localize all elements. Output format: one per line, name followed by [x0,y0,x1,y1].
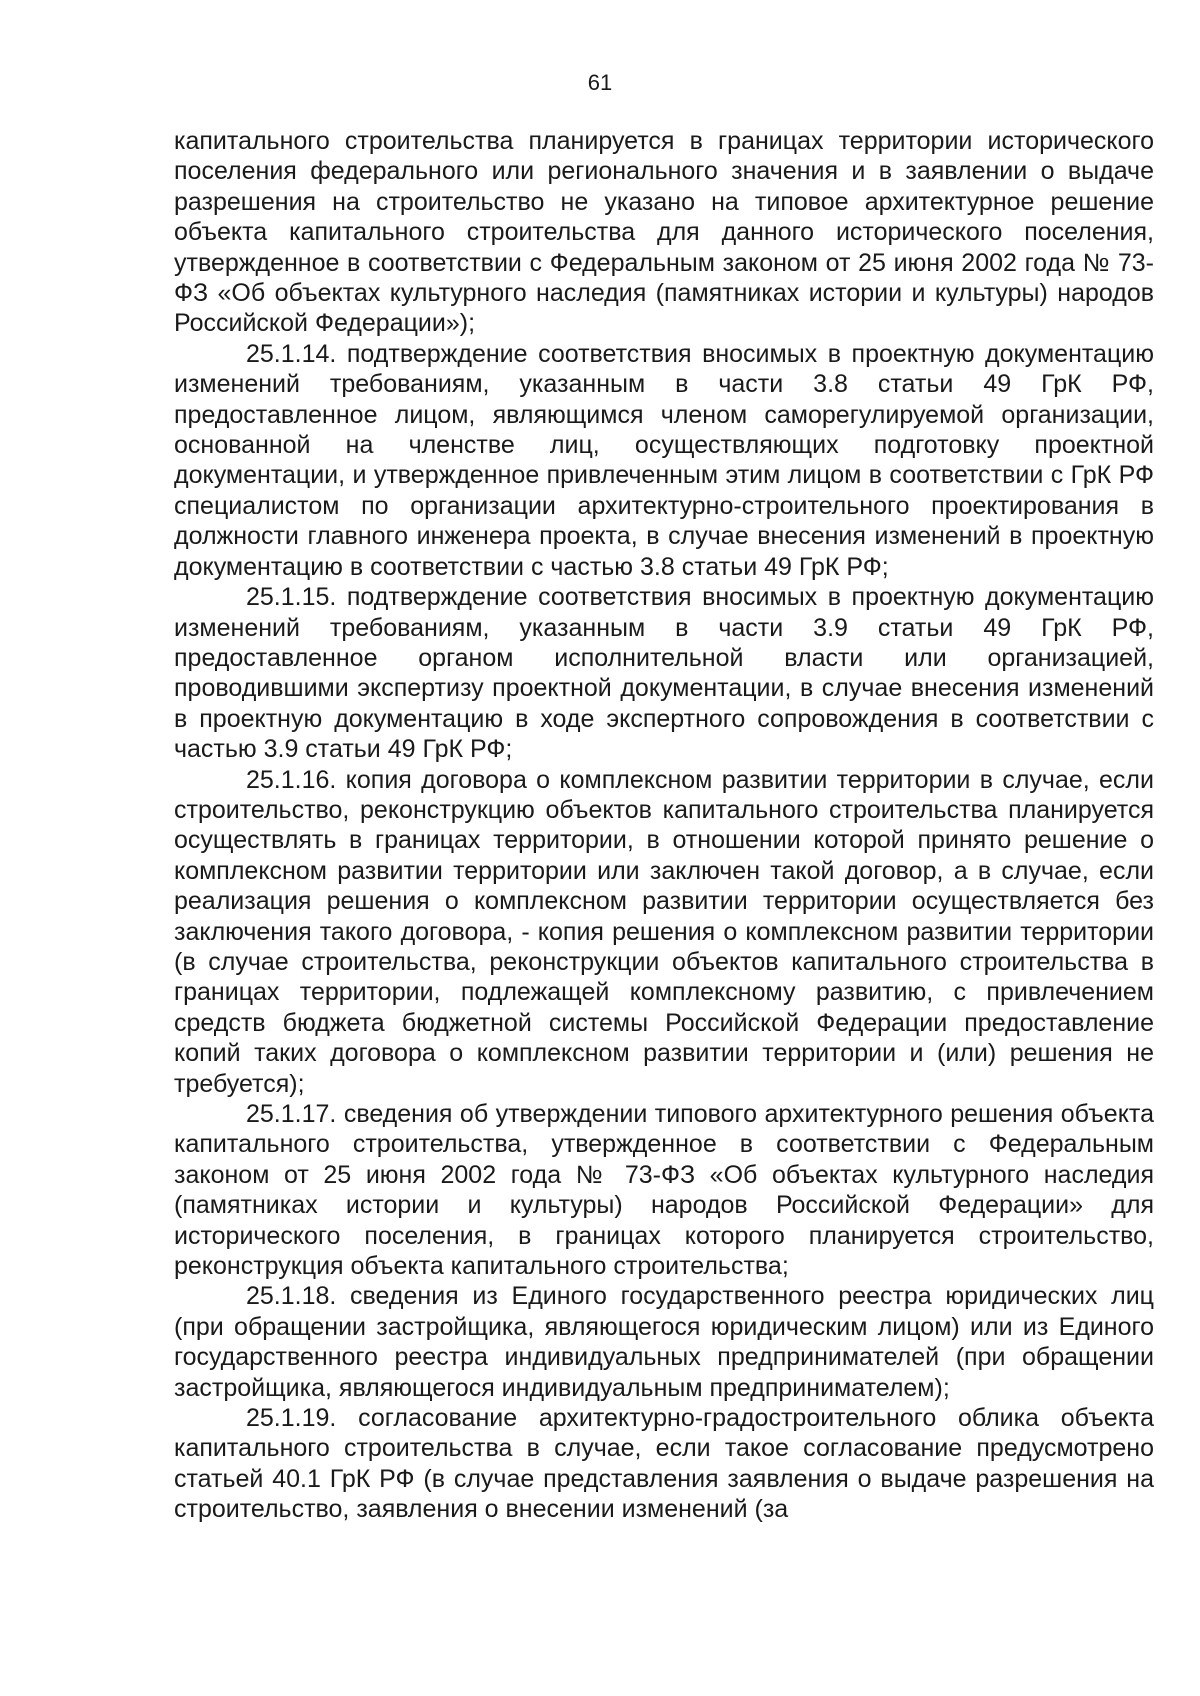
paragraph-25-1-19: 25.1.19. согласование архитектурно-градостроительного облика объекта капитального строительства в случае, если такое согласование предусмотрено статьей 40.1 ГрК РФ (в случае представления заявления о выдаче разрешения на строительство, заявления о внесении изменений (за [174,1404,1154,1524]
paragraph-25-1-16: 25.1.16. копия договора о комплексном развитии территории в случае, если строительство, реконструкцию объектов капитального строительства планируется осуществлять в границах территории, в отношении которой принято решение о комплексном развитии территории или заключен такой договор, а в случае, если реализация решения о комплексном развитии территории осуществляется без заключения такого договора, - копия решения о комплексном развитии территории (в случае строительства, реконструкции объектов капитального строительства в границах территории, подлежащей комплексному развитию, с привлечением средств бюджета бюджетной системы Российской Федерации предоставление копий таких договора о комплексном развитии территории и (или) решения не требуется); [174,765,1154,1098]
paragraph-25-1-17: 25.1.17. сведения об утверждении типового архитектурного решения объекта капитального строительства, утвержденное в соответствии с Федеральным законом от 25 июня 2002 года № 73-ФЗ «Об объектах культурного наследия (памятниках истории и культуры) народов Российской Федерации» для исторического поселения, в границах которого планируется строительство, реконструкция объекта капитального строительства; [174,1100,1154,1281]
paragraph-25-1-14: 25.1.14. подтверждение соответствия вносимых в проектную документацию изменений требованиям, указанным в части 3.8 статьи 49 ГрК РФ, предоставленное лицом, являющимся членом саморегулируемой организации, основанной на членстве лиц, осуществляющих подготовку проектной документации, и утвержденное привлеченным этим лицом в соответствии с ГрК РФ специалистом по организации архитектурно-строительного проектирования в должности главного инженера проекта, в случае внесения изменений в проектную документацию в соответствии с частью 3.8 статьи 49 ГрК РФ; [174,339,1154,581]
page-number: 61 [587,70,613,95]
paragraph-25-1-18: 25.1.18. сведения из Единого государственного реестра юридических лиц (при обращении застройщика, являющегося юридическим лицом) или из Единого государственного реестра индивидуальных предпринимателей (при обращении застройщика, являющегося индивидуальным предпринимателем); [174,1282,1154,1402]
document-body [174,126,1154,1525]
paragraph-25-1-15: 25.1.15. подтверждение соответствия вносимых в проектную документацию изменений требованиям, указанным в части 3.9 статьи 49 ГрК РФ, предоставленное органом исполнительной власти или организацией, проводившими экспертизу проектной документации, в случае внесения изменений в проектную документацию в ходе экспертного сопровождения в соответствии с частью 3.9 статьи 49 ГрК РФ; [174,583,1154,764]
paragraph-continuation: капитального строительства планируется в границах территории исторического поселения федерального или регионального значения и в заявлении о выдаче разрешения на строительство не указано на типовое архитектурное решение объекта капитального строительства для данного исторического поселения, утвержденное в соответствии с Федеральным законом от 25 июня 2002 года № 73-ФЗ «Об объектах культурного наследия (памятниках истории и культуры) народов Российской Федерации»); [174,127,1154,338]
